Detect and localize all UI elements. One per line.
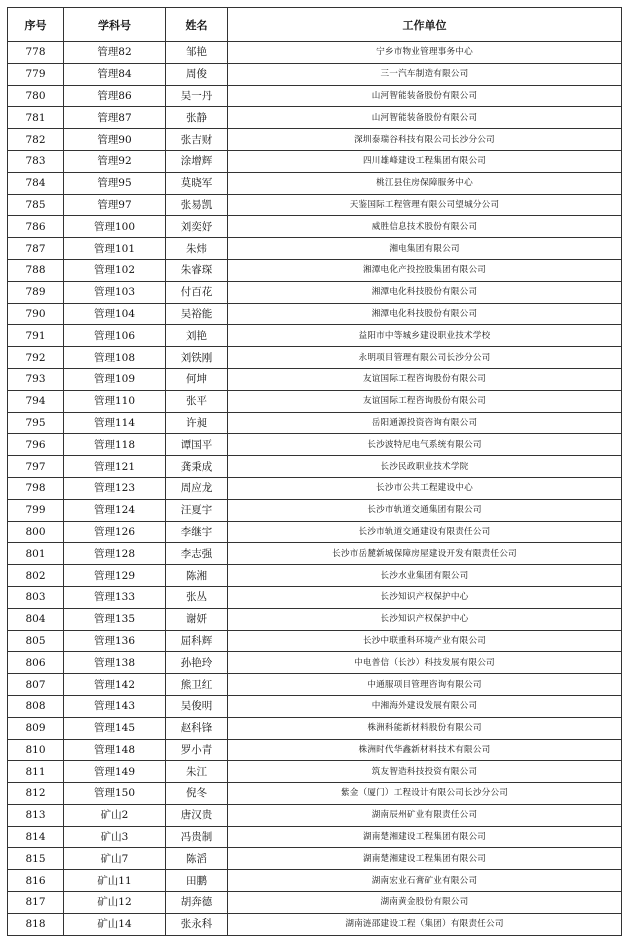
cell-name: 熊卫红 bbox=[166, 674, 228, 696]
cell-seq: 789 bbox=[8, 281, 64, 303]
cell-seq: 813 bbox=[8, 804, 64, 826]
cell-name: 屈科辉 bbox=[166, 630, 228, 652]
table-row bbox=[8, 674, 622, 696]
table-row bbox=[8, 695, 622, 717]
cell-workplace: 湖南黄金股份有限公司 bbox=[228, 892, 622, 914]
cell-subject-no: 矿山12 bbox=[64, 892, 166, 914]
cell-workplace: 长沙知识产权保护中心 bbox=[228, 608, 622, 630]
cell-seq: 809 bbox=[8, 717, 64, 739]
cell-name: 邹艳 bbox=[166, 42, 228, 64]
cell-workplace: 湘潭电化产投控股集团有限公司 bbox=[228, 259, 622, 281]
cell-subject-no: 管理84 bbox=[64, 63, 166, 85]
table-row bbox=[8, 870, 622, 892]
cell-workplace: 长沙市岳麓新城保障房屋建设开发有限责任公司 bbox=[228, 543, 622, 565]
cell-name: 朱江 bbox=[166, 761, 228, 783]
cell-subject-no: 管理128 bbox=[64, 543, 166, 565]
cell-workplace: 四川雄峰建设工程集团有限公司 bbox=[228, 150, 622, 172]
cell-name: 张静 bbox=[166, 107, 228, 129]
header-subject-no: 学科号 bbox=[64, 8, 166, 42]
cell-name: 龚秉成 bbox=[166, 456, 228, 478]
cell-seq: 796 bbox=[8, 434, 64, 456]
cell-subject-no: 管理150 bbox=[64, 783, 166, 805]
cell-workplace: 深圳泰瑞谷科技有限公司长沙分公司 bbox=[228, 129, 622, 151]
cell-workplace: 天鉴国际工程管理有限公司望城分公司 bbox=[228, 194, 622, 216]
cell-subject-no: 管理121 bbox=[64, 456, 166, 478]
cell-subject-no: 管理95 bbox=[64, 172, 166, 194]
table-row bbox=[8, 739, 622, 761]
table-row bbox=[8, 761, 622, 783]
cell-name: 朱睿琛 bbox=[166, 259, 228, 281]
header-name: 姓名 bbox=[166, 8, 228, 42]
table-row bbox=[8, 521, 622, 543]
cell-subject-no: 管理135 bbox=[64, 608, 166, 630]
cell-seq: 788 bbox=[8, 259, 64, 281]
table-row bbox=[8, 107, 622, 129]
cell-workplace: 长沙水业集团有限公司 bbox=[228, 565, 622, 587]
cell-subject-no: 管理110 bbox=[64, 390, 166, 412]
cell-name: 许昶 bbox=[166, 412, 228, 434]
cell-seq: 817 bbox=[8, 892, 64, 914]
table-row bbox=[8, 477, 622, 499]
cell-seq: 804 bbox=[8, 608, 64, 630]
cell-workplace: 中湘海外建设发展有限公司 bbox=[228, 695, 622, 717]
cell-name: 谢妍 bbox=[166, 608, 228, 630]
cell-workplace: 长沙中联重科环境产业有限公司 bbox=[228, 630, 622, 652]
cell-name: 刘奕妤 bbox=[166, 216, 228, 238]
cell-workplace: 三一汽车制造有限公司 bbox=[228, 63, 622, 85]
cell-name: 唐汉贵 bbox=[166, 804, 228, 826]
cell-seq: 782 bbox=[8, 129, 64, 151]
cell-name: 张丛 bbox=[166, 586, 228, 608]
cell-subject-no: 管理114 bbox=[64, 412, 166, 434]
cell-seq: 805 bbox=[8, 630, 64, 652]
table-row bbox=[8, 608, 622, 630]
cell-seq: 798 bbox=[8, 477, 64, 499]
cell-seq: 785 bbox=[8, 194, 64, 216]
cell-seq: 811 bbox=[8, 761, 64, 783]
cell-name: 何坤 bbox=[166, 368, 228, 390]
cell-seq: 803 bbox=[8, 586, 64, 608]
cell-seq: 786 bbox=[8, 216, 64, 238]
cell-name: 倪冬 bbox=[166, 783, 228, 805]
cell-workplace: 友谊国际工程咨询股份有限公司 bbox=[228, 368, 622, 390]
cell-subject-no: 管理142 bbox=[64, 674, 166, 696]
header-seq: 序号 bbox=[8, 8, 64, 42]
cell-name: 胡奔德 bbox=[166, 892, 228, 914]
cell-workplace: 湖南楚湘建设工程集团有限公司 bbox=[228, 826, 622, 848]
cell-workplace: 长沙知识产权保护中心 bbox=[228, 586, 622, 608]
cell-seq: 800 bbox=[8, 521, 64, 543]
cell-workplace: 筑友智造科技投资有限公司 bbox=[228, 761, 622, 783]
cell-seq: 778 bbox=[8, 42, 64, 64]
cell-workplace: 中电普信（长沙）科技发展有限公司 bbox=[228, 652, 622, 674]
table-row bbox=[8, 565, 622, 587]
cell-seq: 799 bbox=[8, 499, 64, 521]
cell-subject-no: 管理102 bbox=[64, 259, 166, 281]
table-row bbox=[8, 630, 622, 652]
table-row bbox=[8, 259, 622, 281]
table-row bbox=[8, 783, 622, 805]
table-row bbox=[8, 368, 622, 390]
cell-name: 吴俊明 bbox=[166, 695, 228, 717]
header-workplace: 工作单位 bbox=[228, 8, 622, 42]
cell-name: 田鹏 bbox=[166, 870, 228, 892]
table-row bbox=[8, 412, 622, 434]
table-row bbox=[8, 194, 622, 216]
cell-name: 孙艳玲 bbox=[166, 652, 228, 674]
cell-workplace: 永明项目管理有限公司长沙分公司 bbox=[228, 347, 622, 369]
cell-name: 李继宇 bbox=[166, 521, 228, 543]
cell-name: 谭国平 bbox=[166, 434, 228, 456]
cell-workplace: 长沙民政职业技术学院 bbox=[228, 456, 622, 478]
cell-name: 赵科锋 bbox=[166, 717, 228, 739]
cell-workplace: 宁乡市物业管理事务中心 bbox=[228, 42, 622, 64]
cell-workplace: 桃江县住房保障服务中心 bbox=[228, 172, 622, 194]
cell-workplace: 株洲时代华鑫新材料技术有限公司 bbox=[228, 739, 622, 761]
cell-seq: 818 bbox=[8, 913, 64, 935]
table-row bbox=[8, 390, 622, 412]
table-row bbox=[8, 804, 622, 826]
cell-workplace: 长沙市轨道交通建设有限责任公司 bbox=[228, 521, 622, 543]
cell-workplace: 湖南宏业石膏矿业有限公司 bbox=[228, 870, 622, 892]
cell-name: 陈滔 bbox=[166, 848, 228, 870]
table-row bbox=[8, 717, 622, 739]
cell-subject-no: 管理124 bbox=[64, 499, 166, 521]
cell-subject-no: 管理148 bbox=[64, 739, 166, 761]
cell-workplace: 友谊国际工程咨询股份有限公司 bbox=[228, 390, 622, 412]
cell-subject-no: 矿山14 bbox=[64, 913, 166, 935]
cell-subject-no: 管理100 bbox=[64, 216, 166, 238]
cell-name: 张永科 bbox=[166, 913, 228, 935]
cell-subject-no: 管理143 bbox=[64, 695, 166, 717]
cell-workplace: 长沙市公共工程建设中心 bbox=[228, 477, 622, 499]
cell-subject-no: 管理109 bbox=[64, 368, 166, 390]
cell-subject-no: 管理103 bbox=[64, 281, 166, 303]
cell-seq: 794 bbox=[8, 390, 64, 412]
cell-subject-no: 管理92 bbox=[64, 150, 166, 172]
cell-subject-no: 矿山7 bbox=[64, 848, 166, 870]
cell-subject-no: 矿山11 bbox=[64, 870, 166, 892]
table-row bbox=[8, 63, 622, 85]
cell-seq: 808 bbox=[8, 695, 64, 717]
cell-subject-no: 管理129 bbox=[64, 565, 166, 587]
cell-name: 刘铁刚 bbox=[166, 347, 228, 369]
cell-name: 张易凯 bbox=[166, 194, 228, 216]
cell-subject-no: 管理118 bbox=[64, 434, 166, 456]
cell-seq: 797 bbox=[8, 456, 64, 478]
cell-subject-no: 管理138 bbox=[64, 652, 166, 674]
cell-seq: 784 bbox=[8, 172, 64, 194]
cell-seq: 807 bbox=[8, 674, 64, 696]
table-row bbox=[8, 347, 622, 369]
cell-workplace: 岳阳通源投资咨询有限公司 bbox=[228, 412, 622, 434]
table-row bbox=[8, 913, 622, 935]
cell-subject-no: 管理106 bbox=[64, 325, 166, 347]
cell-workplace: 益阳市中等城乡建设职业技术学校 bbox=[228, 325, 622, 347]
cell-name: 陈湘 bbox=[166, 565, 228, 587]
cell-subject-no: 管理136 bbox=[64, 630, 166, 652]
cell-subject-no: 管理108 bbox=[64, 347, 166, 369]
table-row bbox=[8, 85, 622, 107]
cell-workplace: 山河智能装备股份有限公司 bbox=[228, 85, 622, 107]
table-row bbox=[8, 848, 622, 870]
table-row bbox=[8, 652, 622, 674]
cell-workplace: 中通服项目管理咨询有限公司 bbox=[228, 674, 622, 696]
table-row bbox=[8, 456, 622, 478]
cell-subject-no: 矿山2 bbox=[64, 804, 166, 826]
roster-table-container bbox=[7, 7, 621, 936]
table-row bbox=[8, 434, 622, 456]
cell-seq: 802 bbox=[8, 565, 64, 587]
table-row bbox=[8, 586, 622, 608]
cell-subject-no: 管理90 bbox=[64, 129, 166, 151]
table-row bbox=[8, 499, 622, 521]
table-row bbox=[8, 281, 622, 303]
cell-subject-no: 管理87 bbox=[64, 107, 166, 129]
table-row bbox=[8, 238, 622, 260]
cell-seq: 806 bbox=[8, 652, 64, 674]
cell-seq: 815 bbox=[8, 848, 64, 870]
cell-workplace: 湘潭电化科技股份有限公司 bbox=[228, 281, 622, 303]
cell-workplace: 湘潭电化科技股份有限公司 bbox=[228, 303, 622, 325]
cell-seq: 790 bbox=[8, 303, 64, 325]
cell-name: 刘艳 bbox=[166, 325, 228, 347]
cell-name: 周俊 bbox=[166, 63, 228, 85]
table-row bbox=[8, 325, 622, 347]
cell-seq: 814 bbox=[8, 826, 64, 848]
cell-workplace: 株洲科能新材料股份有限公司 bbox=[228, 717, 622, 739]
cell-seq: 781 bbox=[8, 107, 64, 129]
cell-workplace: 湖南涟邵建设工程（集团）有限责任公司 bbox=[228, 913, 622, 935]
cell-seq: 816 bbox=[8, 870, 64, 892]
cell-workplace: 湘电集团有限公司 bbox=[228, 238, 622, 260]
cell-name: 汪夏宇 bbox=[166, 499, 228, 521]
cell-workplace: 湖南辰州矿业有限责任公司 bbox=[228, 804, 622, 826]
cell-workplace: 威胜信息技术股份有限公司 bbox=[228, 216, 622, 238]
cell-workplace: 紫金（厦门）工程设计有限公司长沙分公司 bbox=[228, 783, 622, 805]
cell-name: 冯贵制 bbox=[166, 826, 228, 848]
cell-seq: 792 bbox=[8, 347, 64, 369]
table-row bbox=[8, 150, 622, 172]
cell-seq: 793 bbox=[8, 368, 64, 390]
cell-name: 吴一丹 bbox=[166, 85, 228, 107]
cell-name: 张平 bbox=[166, 390, 228, 412]
cell-name: 罗小青 bbox=[166, 739, 228, 761]
table-row bbox=[8, 216, 622, 238]
cell-subject-no: 管理97 bbox=[64, 194, 166, 216]
cell-name: 张吉财 bbox=[166, 129, 228, 151]
cell-subject-no: 管理149 bbox=[64, 761, 166, 783]
cell-seq: 783 bbox=[8, 150, 64, 172]
cell-name: 莫晓军 bbox=[166, 172, 228, 194]
cell-seq: 810 bbox=[8, 739, 64, 761]
table-row bbox=[8, 892, 622, 914]
cell-subject-no: 管理82 bbox=[64, 42, 166, 64]
table-row bbox=[8, 129, 622, 151]
cell-subject-no: 管理86 bbox=[64, 85, 166, 107]
cell-subject-no: 管理126 bbox=[64, 521, 166, 543]
cell-workplace: 长沙波特尼电气系统有限公司 bbox=[228, 434, 622, 456]
cell-subject-no: 管理123 bbox=[64, 477, 166, 499]
cell-seq: 812 bbox=[8, 783, 64, 805]
cell-name: 李志强 bbox=[166, 543, 228, 565]
table-header bbox=[8, 8, 622, 42]
header-row bbox=[8, 8, 622, 42]
table-row bbox=[8, 42, 622, 64]
table-row bbox=[8, 303, 622, 325]
table-body bbox=[8, 42, 622, 936]
cell-workplace: 长沙市轨道交通集团有限公司 bbox=[228, 499, 622, 521]
cell-workplace: 山河智能装备股份有限公司 bbox=[228, 107, 622, 129]
roster-table bbox=[7, 7, 622, 936]
cell-seq: 791 bbox=[8, 325, 64, 347]
table-row bbox=[8, 826, 622, 848]
cell-seq: 801 bbox=[8, 543, 64, 565]
cell-subject-no: 矿山3 bbox=[64, 826, 166, 848]
cell-subject-no: 管理101 bbox=[64, 238, 166, 260]
cell-seq: 787 bbox=[8, 238, 64, 260]
cell-seq: 779 bbox=[8, 63, 64, 85]
cell-name: 涂增辉 bbox=[166, 150, 228, 172]
cell-seq: 780 bbox=[8, 85, 64, 107]
cell-name: 朱炜 bbox=[166, 238, 228, 260]
cell-seq: 795 bbox=[8, 412, 64, 434]
cell-subject-no: 管理104 bbox=[64, 303, 166, 325]
table-row bbox=[8, 543, 622, 565]
cell-name: 周应龙 bbox=[166, 477, 228, 499]
cell-workplace: 湖南楚湘建设工程集团有限公司 bbox=[228, 848, 622, 870]
cell-name: 付百花 bbox=[166, 281, 228, 303]
table-row bbox=[8, 172, 622, 194]
cell-subject-no: 管理145 bbox=[64, 717, 166, 739]
cell-subject-no: 管理133 bbox=[64, 586, 166, 608]
cell-name: 吴裕能 bbox=[166, 303, 228, 325]
